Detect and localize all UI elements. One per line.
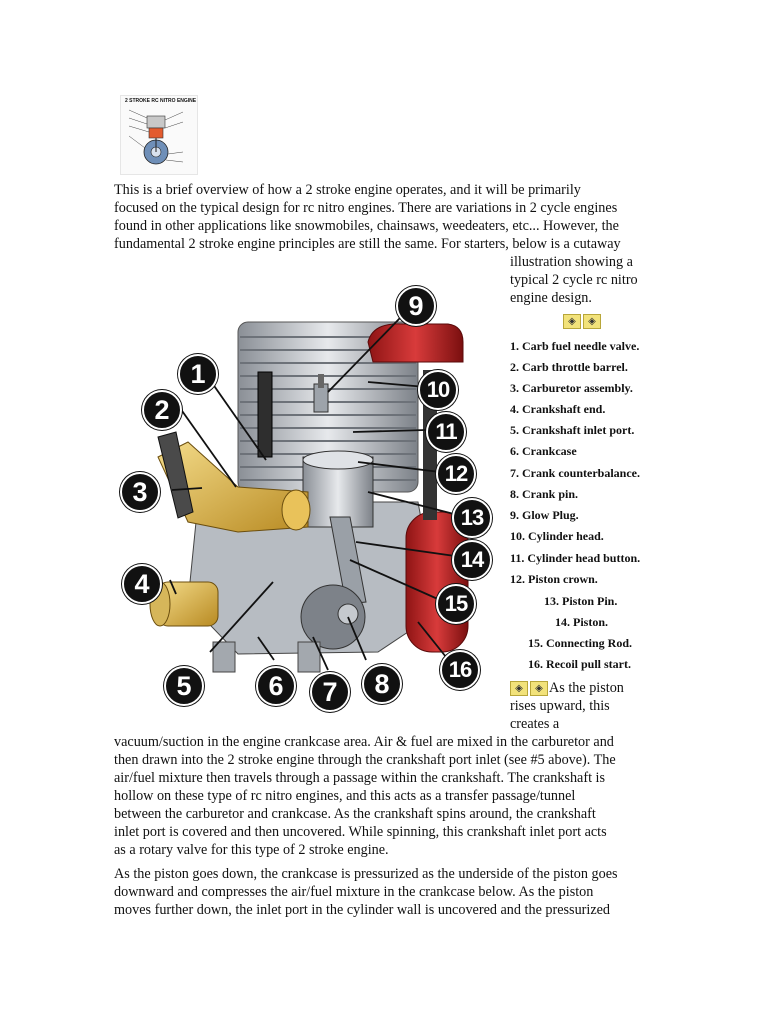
legend-item-6: 6. Crankcase: [510, 444, 577, 458]
side-line-1: illustration showing a: [510, 254, 633, 270]
legend-item-13: 13. Piston Pin.: [544, 594, 618, 608]
intro-line-4: fundamental 2 stroke engine principles are still the same. For starters, below is a cutaway: [114, 236, 621, 252]
engine-drawing: [118, 282, 490, 712]
intro-line-2: focused on the typical design for rc nitro engines. There are variations in 2 cycle engines: [114, 200, 618, 216]
para2-line-1: vacuum/suction in the engine crankcase area. Air & fuel are mixed in the carburetor and: [114, 734, 614, 750]
para2-side-line-2: rises upward, this: [510, 698, 610, 714]
legend-item-9: 9. Glow Plug.: [510, 508, 579, 522]
legend-item-7: 7. Crank counterbalance.: [510, 466, 640, 480]
para2-line-5: between the carburetor and crankcase. As the crankshaft spins around, the crankshaft: [114, 806, 596, 822]
nav-icon-group-top[interactable]: [563, 314, 601, 329]
legend-item-12: 12. Piston crown.: [510, 572, 598, 586]
legend-item-16: 16. Recoil pull start.: [528, 657, 631, 671]
legend-item-14: 14. Piston.: [555, 615, 609, 629]
legend-item-2: 2. Carb throttle barrel.: [510, 360, 628, 374]
callout-16: 16: [440, 650, 480, 690]
para2-line-3: air/fuel mixture then travels through a passage within the crankshaft. The crankshaft is: [114, 770, 606, 786]
legend-item-4: 4. Crankshaft end.: [510, 402, 606, 416]
nav-prev-icon[interactable]: ◈: [510, 681, 528, 696]
callout-12: 12: [436, 454, 476, 494]
callout-4: 4: [122, 564, 162, 604]
para2-side-line-3: creates a: [510, 716, 560, 732]
side-line-3: engine design.: [510, 290, 592, 306]
para3-line-2: downward and compresses the air/fuel mixture in the crankcase below. As the piston: [114, 884, 594, 900]
legend-item-8: 8. Crank pin.: [510, 487, 579, 501]
callout-7: 7: [310, 672, 350, 712]
callout-1: 1: [178, 354, 218, 394]
legend-item-5: 5. Crankshaft inlet port.: [510, 423, 635, 437]
callout-5: 5: [164, 666, 204, 706]
legend-item-3: 3. Carburetor assembly.: [510, 381, 633, 395]
para2-line-2: then drawn into the 2 stroke engine through the crankshaft port inlet (see #5 above). The: [114, 752, 616, 768]
legend-item-10: 10. Cylinder head.: [510, 529, 604, 543]
nav-icon-group-bottom[interactable]: [510, 681, 548, 696]
callout-14: 14: [452, 540, 492, 580]
legend-item-1: 1. Carb fuel needle valve.: [510, 339, 640, 353]
nav-prev-icon[interactable]: ◈: [563, 314, 581, 329]
intro-line-1: This is a brief overview of how a 2 stroke engine operates, and it will be primarily: [114, 182, 581, 198]
callout-10: 10: [418, 370, 458, 410]
legend-item-15: 15. Connecting Rod.: [528, 636, 633, 650]
para2-line-4: hollow on these type of rc nitro engines, and this acts as a transfer passage/tunnel: [114, 788, 576, 804]
side-line-2: typical 2 cycle rc nitro: [510, 272, 638, 288]
intro-line-3: found in other applications like snowmobiles, chainsaws, weedeaters, etc... However, the: [114, 218, 619, 234]
thumbnail-drawing: [121, 96, 197, 174]
para3-line-1: As the piston goes down, the crankcase is pressurized as the underside of the piston goes: [114, 866, 618, 882]
callout-9: 9: [396, 286, 436, 326]
callout-8: 8: [362, 664, 402, 704]
nav-next-icon[interactable]: ◈: [530, 681, 548, 696]
thumbnail-caption: 2 STROKE RC NITRO ENGINE: [125, 98, 197, 104]
callout-13: 13: [452, 498, 492, 538]
para2-line-6: inlet port is covered and then uncovered. While spinning, this crankshaft inlet port acts: [114, 824, 607, 840]
para2-line-7: as a rotary valve for this type of 2 stroke engine.: [114, 842, 389, 858]
legend-item-11: 11. Cylinder head button.: [510, 551, 641, 565]
para2-side-line-1: As the piston: [549, 680, 624, 696]
callout-2: 2: [142, 390, 182, 430]
para3-line-3: moves further down, the inlet port in the cylinder wall is uncovered and the pressurized: [114, 902, 611, 918]
callout-3: 3: [120, 472, 160, 512]
callout-11: 11: [426, 412, 466, 452]
callout-15: 15: [436, 584, 476, 624]
engine-cutaway-illustration: [118, 282, 490, 712]
engine-thumbnail-image: [120, 95, 198, 175]
nav-next-icon[interactable]: ◈: [583, 314, 601, 329]
callout-6: 6: [256, 666, 296, 706]
